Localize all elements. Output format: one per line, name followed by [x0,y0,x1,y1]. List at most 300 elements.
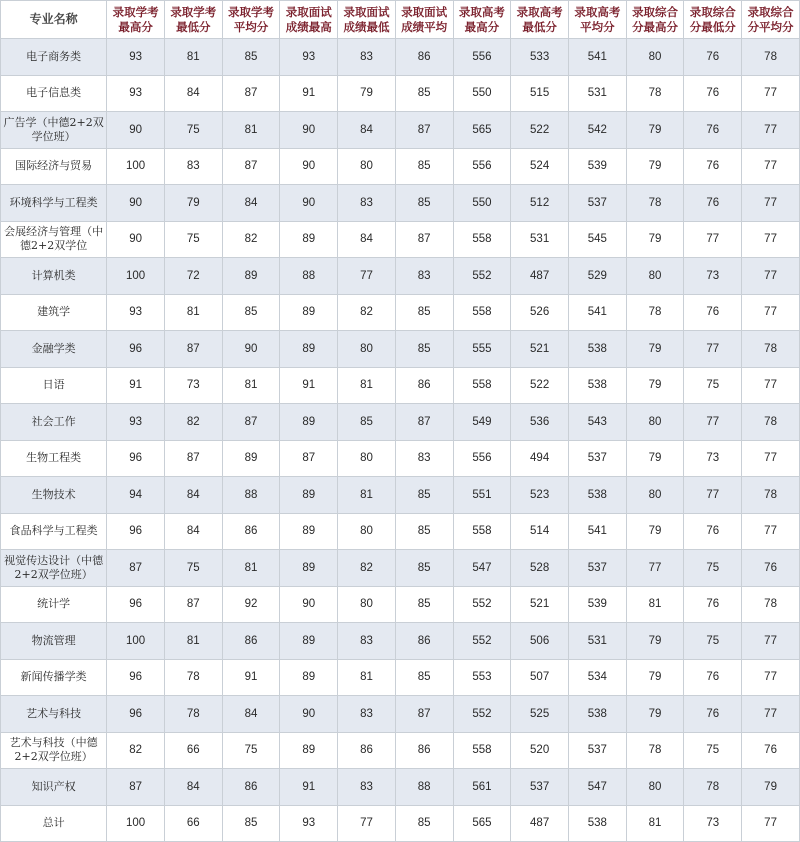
score-cell: 87 [107,550,165,587]
score-cell: 85 [222,805,280,842]
score-cell: 534 [568,659,626,696]
score-cell: 537 [568,440,626,477]
score-cell: 85 [395,75,453,112]
score-cell: 76 [684,148,742,185]
score-cell: 77 [742,258,800,295]
score-cell: 558 [453,367,511,404]
score-cell: 83 [338,769,396,806]
score-cell: 96 [107,586,165,623]
score-cell: 547 [568,769,626,806]
score-cell: 538 [568,696,626,733]
table-row [1,367,800,404]
score-cell: 80 [626,39,684,76]
score-cell: 558 [453,221,511,258]
score-cell: 83 [395,440,453,477]
score-cell: 85 [338,404,396,441]
score-cell: 91 [107,367,165,404]
column-header: 录取综合 分最高分 [626,1,684,39]
score-cell: 536 [511,404,569,441]
score-cell: 89 [280,732,338,769]
score-cell: 529 [568,258,626,295]
table-row [1,586,800,623]
score-cell: 522 [511,112,569,149]
score-cell: 81 [626,586,684,623]
score-cell: 86 [222,513,280,550]
column-header-major: 专业名称 [1,1,107,39]
score-cell: 82 [107,732,165,769]
score-cell: 88 [280,258,338,295]
score-cell: 90 [280,586,338,623]
column-header: 录取面试 成绩平均 [395,1,453,39]
score-cell: 88 [222,477,280,514]
score-cell: 78 [742,331,800,368]
score-cell: 531 [511,221,569,258]
score-cell: 87 [164,586,222,623]
score-cell: 81 [164,294,222,331]
score-cell: 515 [511,75,569,112]
score-cell: 79 [626,696,684,733]
score-cell: 524 [511,148,569,185]
column-header: 录取学考 平均分 [222,1,280,39]
score-cell: 75 [164,550,222,587]
score-cell: 550 [453,75,511,112]
score-cell: 84 [222,185,280,222]
score-cell: 85 [395,513,453,550]
score-cell: 84 [164,75,222,112]
table-row [1,477,800,514]
score-cell: 80 [626,258,684,295]
score-cell: 73 [684,258,742,295]
score-cell: 537 [511,769,569,806]
score-cell: 80 [338,440,396,477]
score-cell: 85 [395,805,453,842]
score-cell: 100 [107,148,165,185]
score-cell: 86 [222,623,280,660]
score-cell: 494 [511,440,569,477]
score-cell: 85 [395,586,453,623]
score-cell: 92 [222,586,280,623]
major-name-cell: 金融学类 [1,331,107,368]
major-name-cell: 广告学（中德2+2双学位班） [1,112,107,149]
score-cell: 96 [107,659,165,696]
score-cell: 77 [684,331,742,368]
score-cell: 91 [280,75,338,112]
score-cell: 76 [684,75,742,112]
score-cell: 84 [164,769,222,806]
major-name-cell: 总计 [1,805,107,842]
score-cell: 75 [684,623,742,660]
score-cell: 80 [338,586,396,623]
score-cell: 541 [568,39,626,76]
score-cell: 565 [453,112,511,149]
score-cell: 565 [453,805,511,842]
score-cell: 78 [626,75,684,112]
score-cell: 543 [568,404,626,441]
score-cell: 93 [107,294,165,331]
score-cell: 76 [684,112,742,149]
score-cell: 558 [453,513,511,550]
score-cell: 539 [568,148,626,185]
table-row [1,75,800,112]
score-cell: 87 [164,331,222,368]
score-cell: 79 [626,367,684,404]
score-cell: 93 [107,75,165,112]
score-cell: 89 [280,513,338,550]
score-cell: 85 [222,294,280,331]
score-cell: 81 [164,623,222,660]
major-name-cell: 计算机类 [1,258,107,295]
score-cell: 538 [568,331,626,368]
score-cell: 66 [164,732,222,769]
score-cell: 76 [684,513,742,550]
score-cell: 77 [742,185,800,222]
score-cell: 538 [568,805,626,842]
score-cell: 90 [280,112,338,149]
score-cell: 487 [511,258,569,295]
score-cell: 93 [107,39,165,76]
score-cell: 77 [684,477,742,514]
score-cell: 78 [742,404,800,441]
column-header: 录取学考 最高分 [107,1,165,39]
table-row [1,805,800,842]
score-cell: 81 [222,367,280,404]
score-cell: 89 [280,659,338,696]
score-cell: 75 [684,367,742,404]
score-cell: 87 [222,75,280,112]
score-cell: 538 [568,477,626,514]
score-cell: 84 [164,513,222,550]
major-name-cell: 视觉传达设计（中德2+2双学位班） [1,550,107,587]
score-cell: 91 [280,769,338,806]
score-cell: 73 [684,805,742,842]
score-cell: 533 [511,39,569,76]
score-cell: 93 [107,404,165,441]
score-cell: 520 [511,732,569,769]
score-cell: 78 [164,659,222,696]
score-cell: 79 [626,331,684,368]
table-header [1,1,800,39]
score-cell: 553 [453,659,511,696]
score-cell: 84 [338,221,396,258]
score-cell: 77 [742,696,800,733]
score-cell: 85 [395,148,453,185]
score-cell: 521 [511,586,569,623]
score-cell: 75 [222,732,280,769]
table-row [1,732,800,769]
score-cell: 86 [395,623,453,660]
score-cell: 561 [453,769,511,806]
score-cell: 552 [453,586,511,623]
score-cell: 89 [280,404,338,441]
score-cell: 76 [684,696,742,733]
score-cell: 73 [684,440,742,477]
score-cell: 84 [164,477,222,514]
score-cell: 531 [568,623,626,660]
score-cell: 526 [511,294,569,331]
score-cell: 81 [338,659,396,696]
score-cell: 94 [107,477,165,514]
score-cell: 77 [742,221,800,258]
score-cell: 77 [742,294,800,331]
score-cell: 100 [107,805,165,842]
score-cell: 87 [395,696,453,733]
score-cell: 556 [453,440,511,477]
score-cell: 79 [742,769,800,806]
header-row [1,1,800,39]
score-cell: 79 [626,148,684,185]
score-cell: 551 [453,477,511,514]
score-cell: 91 [222,659,280,696]
score-cell: 82 [164,404,222,441]
score-cell: 80 [338,513,396,550]
score-cell: 87 [222,148,280,185]
score-cell: 541 [568,513,626,550]
score-cell: 77 [742,805,800,842]
score-cell: 80 [626,404,684,441]
table-row [1,185,800,222]
score-cell: 87 [107,769,165,806]
score-cell: 552 [453,696,511,733]
score-cell: 78 [742,477,800,514]
score-cell: 537 [568,732,626,769]
score-cell: 75 [164,221,222,258]
table-row [1,623,800,660]
score-cell: 79 [164,185,222,222]
score-cell: 85 [395,659,453,696]
column-header: 录取面试 成绩最高 [280,1,338,39]
score-cell: 80 [626,477,684,514]
score-cell: 78 [164,696,222,733]
score-cell: 75 [684,550,742,587]
score-cell: 77 [742,440,800,477]
score-cell: 76 [742,550,800,587]
score-cell: 87 [395,112,453,149]
major-name-cell: 生物技术 [1,477,107,514]
score-cell: 542 [568,112,626,149]
score-cell: 81 [338,477,396,514]
score-cell: 84 [222,696,280,733]
score-cell: 76 [684,659,742,696]
score-cell: 85 [395,477,453,514]
score-cell: 90 [107,221,165,258]
score-cell: 78 [742,586,800,623]
score-cell: 89 [280,550,338,587]
score-cell: 79 [338,75,396,112]
score-cell: 85 [222,39,280,76]
score-cell: 81 [626,805,684,842]
score-cell: 78 [626,185,684,222]
score-cell: 552 [453,623,511,660]
score-cell: 89 [222,258,280,295]
score-cell: 87 [280,440,338,477]
score-cell: 87 [395,221,453,258]
score-cell: 90 [222,331,280,368]
major-name-cell: 社会工作 [1,404,107,441]
score-cell: 96 [107,331,165,368]
score-cell: 73 [164,367,222,404]
major-name-cell: 物流管理 [1,623,107,660]
score-cell: 78 [626,294,684,331]
table-body [1,39,800,842]
score-cell: 89 [280,331,338,368]
score-cell: 547 [453,550,511,587]
score-cell: 76 [684,294,742,331]
score-cell: 558 [453,294,511,331]
column-header: 录取高考 平均分 [568,1,626,39]
major-name-cell: 环境科学与工程类 [1,185,107,222]
major-name-cell: 建筑学 [1,294,107,331]
score-cell: 487 [511,805,569,842]
score-cell: 96 [107,513,165,550]
major-name-cell: 国际经济与贸易 [1,148,107,185]
major-name-cell: 艺术与科技（中德2+2双学位班） [1,732,107,769]
score-cell: 77 [742,75,800,112]
score-cell: 90 [107,185,165,222]
table-row [1,221,800,258]
score-cell: 77 [338,258,396,295]
score-cell: 83 [395,258,453,295]
score-cell: 76 [684,39,742,76]
major-name-cell: 生物工程类 [1,440,107,477]
major-name-cell: 日语 [1,367,107,404]
score-cell: 83 [164,148,222,185]
table-row [1,112,800,149]
score-cell: 86 [395,39,453,76]
score-cell: 77 [742,659,800,696]
score-cell: 89 [222,440,280,477]
score-cell: 81 [338,367,396,404]
score-cell: 85 [395,185,453,222]
score-cell: 556 [453,148,511,185]
score-cell: 525 [511,696,569,733]
score-cell: 545 [568,221,626,258]
score-cell: 86 [222,769,280,806]
score-cell: 523 [511,477,569,514]
score-cell: 79 [626,112,684,149]
score-cell: 77 [742,112,800,149]
score-cell: 83 [338,696,396,733]
score-cell: 77 [684,404,742,441]
score-cell: 76 [684,586,742,623]
score-cell: 78 [626,732,684,769]
score-cell: 87 [395,404,453,441]
score-cell: 85 [395,550,453,587]
score-cell: 88 [395,769,453,806]
score-cell: 82 [222,221,280,258]
major-name-cell: 知识产权 [1,769,107,806]
score-cell: 76 [684,185,742,222]
score-cell: 81 [222,550,280,587]
major-name-cell: 新闻传播学类 [1,659,107,696]
score-cell: 507 [511,659,569,696]
score-cell: 89 [280,477,338,514]
score-cell: 76 [742,732,800,769]
column-header: 录取综合 分最低分 [684,1,742,39]
table-row [1,440,800,477]
column-header: 录取综合 分平均分 [742,1,800,39]
score-cell: 85 [395,331,453,368]
score-cell: 86 [395,367,453,404]
score-cell: 531 [568,75,626,112]
table-row [1,404,800,441]
score-cell: 78 [684,769,742,806]
score-cell: 96 [107,696,165,733]
major-name-cell: 电子商务类 [1,39,107,76]
score-cell: 90 [280,148,338,185]
table-row [1,331,800,368]
score-cell: 79 [626,221,684,258]
score-cell: 81 [164,39,222,76]
score-cell: 537 [568,185,626,222]
column-header: 录取高考 最低分 [511,1,569,39]
score-cell: 521 [511,331,569,368]
score-cell: 87 [164,440,222,477]
score-cell: 82 [338,294,396,331]
major-name-cell: 艺术与科技 [1,696,107,733]
score-cell: 550 [453,185,511,222]
table-row [1,659,800,696]
score-cell: 77 [742,513,800,550]
table-row [1,550,800,587]
score-cell: 77 [626,550,684,587]
score-cell: 558 [453,732,511,769]
score-cell: 86 [338,732,396,769]
score-cell: 79 [626,623,684,660]
score-cell: 83 [338,39,396,76]
score-cell: 549 [453,404,511,441]
score-cell: 80 [338,148,396,185]
score-cell: 77 [742,148,800,185]
major-name-cell: 食品科学与工程类 [1,513,107,550]
score-cell: 75 [684,732,742,769]
table-row [1,294,800,331]
score-cell: 79 [626,440,684,477]
score-cell: 84 [338,112,396,149]
score-cell: 79 [626,659,684,696]
score-cell: 83 [338,185,396,222]
score-cell: 86 [395,732,453,769]
score-cell: 77 [338,805,396,842]
major-name-cell: 会展经济与管理（中德2+2双学位 [1,221,107,258]
score-cell: 83 [338,623,396,660]
score-cell: 91 [280,367,338,404]
score-cell: 82 [338,550,396,587]
score-cell: 72 [164,258,222,295]
score-cell: 93 [280,39,338,76]
score-cell: 79 [626,513,684,550]
score-cell: 80 [626,769,684,806]
table-row [1,513,800,550]
table-row [1,696,800,733]
score-cell: 80 [338,331,396,368]
score-cell: 539 [568,586,626,623]
score-cell: 90 [280,185,338,222]
score-cell: 541 [568,294,626,331]
score-cell: 89 [280,623,338,660]
score-cell: 512 [511,185,569,222]
score-cell: 514 [511,513,569,550]
column-header: 录取面试 成绩最低 [338,1,396,39]
score-cell: 89 [280,294,338,331]
score-cell: 506 [511,623,569,660]
score-cell: 77 [742,623,800,660]
score-cell: 100 [107,258,165,295]
score-cell: 89 [280,221,338,258]
score-cell: 87 [222,404,280,441]
table-row [1,258,800,295]
column-header: 录取学考 最低分 [164,1,222,39]
score-cell: 85 [395,294,453,331]
